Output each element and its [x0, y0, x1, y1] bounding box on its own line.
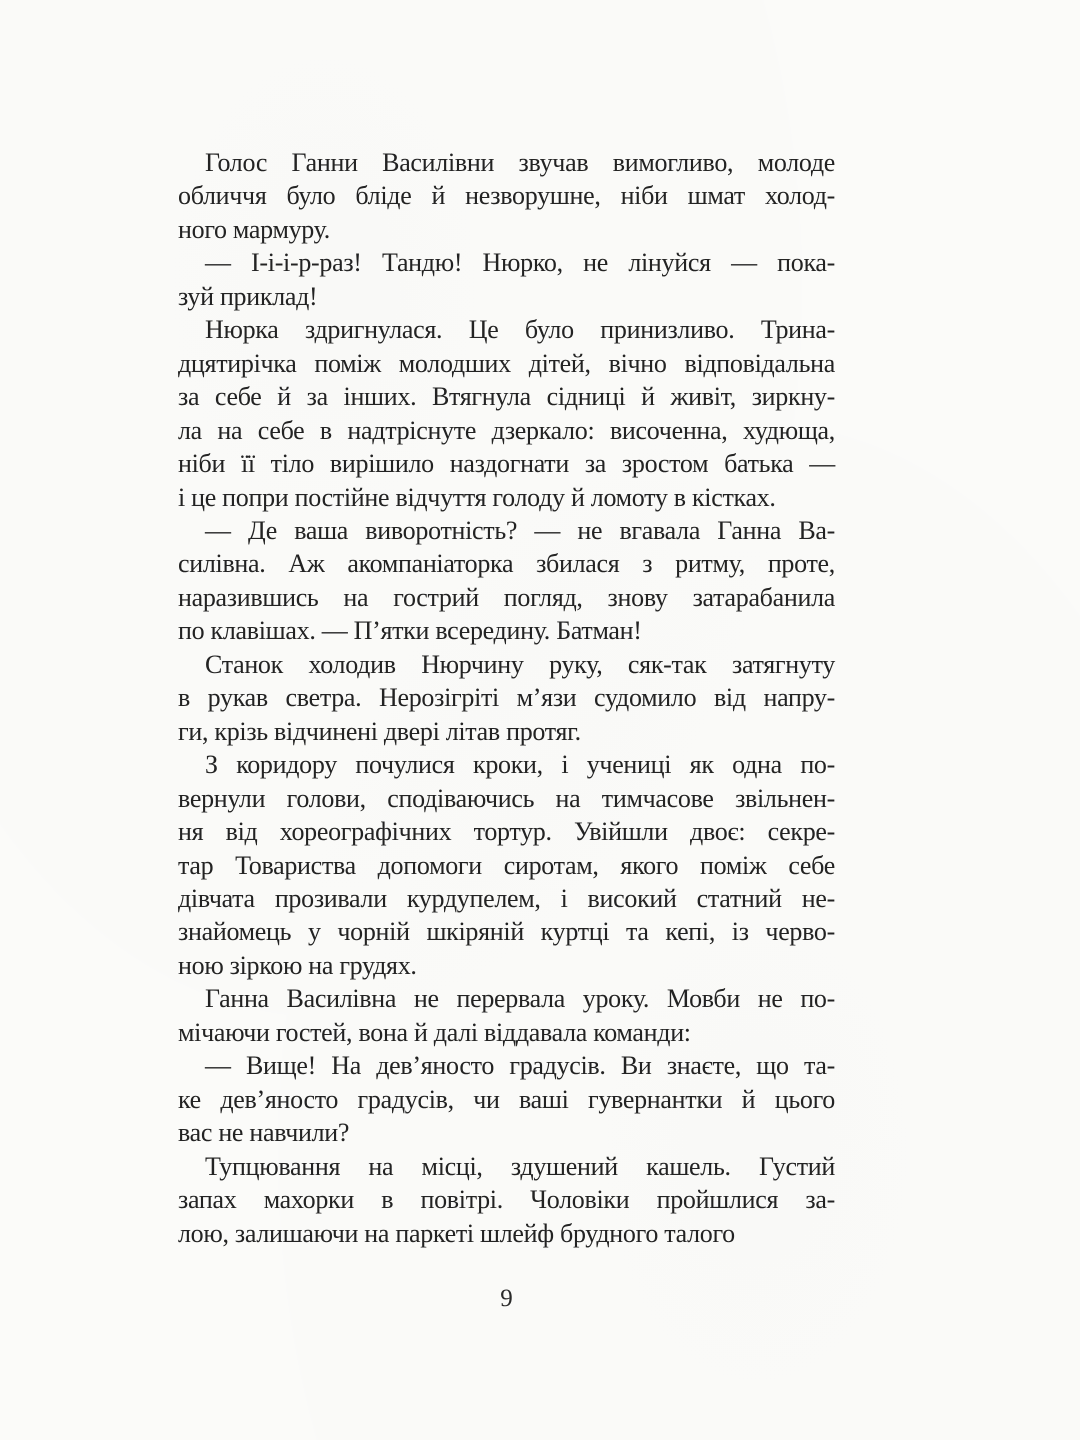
text-line: — Де ваша виворотність? — не вгавала Ганна Ва-	[205, 515, 835, 545]
text-line: ке дев’яносто градусів, чи ваші гувернантки й цього	[178, 1084, 835, 1114]
text-line: за себе й за інших. Втягнула сідниці й живіт, зиркну-	[178, 382, 835, 412]
text-line: — І-і-і-р-раз! Тандю! Нюрко, не лінуйся — пока-	[205, 248, 835, 278]
text-line: Ганна Василівна не перервала уроку. Мовби не по-	[205, 984, 835, 1014]
paragraph	[178, 246, 835, 313]
text-line: в рукав светра. Нерозігріті м’язи судомило від напру-	[178, 683, 835, 713]
text-block	[178, 146, 835, 1250]
text-line: вас не навчили?	[178, 1118, 350, 1148]
text-line: ніби її тіло вирішило наздогнати за зростом батька —	[178, 449, 835, 479]
paragraph	[178, 146, 835, 246]
paragraph	[178, 313, 835, 514]
text-line: ла на себе в надтріснуте дзеркало: височенна, худюща,	[178, 415, 835, 445]
paragraph	[178, 982, 835, 1049]
text-line: Станок холодив Нюрчину руку, сяк-так затягнуту	[205, 649, 835, 679]
text-line: і це попри постійне відчуття голоду й ломоту в кістках.	[178, 482, 776, 512]
text-line: Нюрка здригнулася. Це було принизливо. Трина-	[205, 315, 835, 345]
text-line: силівна. Аж акомпаніаторка збилася з ритму, проте,	[178, 549, 835, 579]
paragraph	[178, 1049, 835, 1149]
text-line: ною зіркою на грудях.	[178, 950, 417, 980]
text-line: знайомець у чорній шкіряній куртці та кепі, із черво-	[178, 917, 835, 947]
text-line: дцятирічка поміж молодших дітей, вічно відповідальна	[178, 348, 835, 378]
text-line: — Вище! На дев’яносто градусів. Ви знаєте, що та-	[205, 1051, 835, 1081]
text-line: вернули голови, сподіваючись на тимчасове звільнен-	[178, 783, 835, 813]
paragraph	[178, 748, 835, 982]
text-line: запах махорки в повітрі. Чоловіки пройшлися за-	[178, 1185, 835, 1215]
text-line: наразившись на гострий погляд, знову затарабанила	[178, 582, 835, 612]
text-line: лою, залишаючи на паркеті шлейф брудного талого	[178, 1218, 735, 1248]
text-line: зуй приклад!	[178, 281, 318, 311]
text-line: З коридору почулися кроки, і учениці як одна по-	[205, 750, 835, 780]
paragraph	[178, 1150, 835, 1250]
text-line: ня від хореографічних тортур. Увійшли двоє: секре-	[178, 817, 835, 847]
text-line: мічаючи гостей, вона й далі віддавала команди:	[178, 1017, 691, 1047]
text-line: обличчя було бліде й незворушне, ніби шмат холод-	[178, 181, 835, 211]
text-line: Тупцювання на місці, здушений кашель. Густий	[205, 1151, 835, 1181]
text-line: ги, крізь відчинені двері літав протяг.	[178, 716, 581, 746]
text-line: по клавішах. — П’ятки всередину. Батман!	[178, 616, 642, 646]
text-line: ного мармуру.	[178, 214, 330, 244]
paragraph	[178, 514, 835, 648]
text-line: Голос Ганни Василівни звучав вимогливо, молоде	[205, 148, 835, 177]
text-line: тар Товариства допомоги сиротам, якого поміж себе	[178, 850, 835, 880]
page-number: 9	[500, 1285, 513, 1312]
text-line: дівчата прозивали курдупелем, і високий статний не-	[178, 883, 835, 913]
paragraph	[178, 648, 835, 748]
